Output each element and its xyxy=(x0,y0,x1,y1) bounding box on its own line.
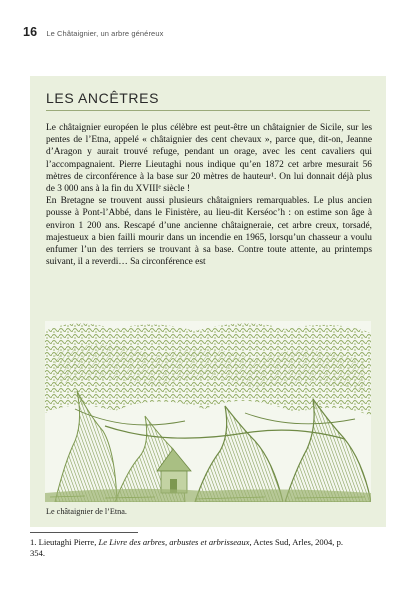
paragraph-bretagne: En Bretagne se trouvent aussi plusieurs châtaigniers remarquables. Le plus ancien pousse à Pont-l’Abbé, dans le Finistère, au lieu-dit Kerséoc’h : on estime son âge à environ 1 200 ans. Rescapé d’une ancienne châtaigneraie, cet arbre creux, torsadé, majestueux a bien failli mourir dans un incendie en 1965, lorsqu’un chasseur a voulu enfumer l’un des terriers se trouvant à sa base. Contre toute attente, au printemps suivant, il a reverdi… Sa circonférence est xyxy=(46,196,372,268)
footnote-divider xyxy=(30,532,138,533)
engraving-illustration xyxy=(45,321,371,502)
title-divider xyxy=(46,110,370,111)
page-number: 16 xyxy=(23,25,38,39)
footnote-book-title: Le Livre des arbres, arbustes et arbrisseaux xyxy=(98,537,250,547)
paragraph-etna: Le châtaignier européen le plus célèbre est peut-être un châtaignier de Sicile, sur les pentes de l’Etna, appelé « châtaignier des cent chevaux », parce que, dit-on, Jeanne d’Aragon y aurait trouvé refuge, pendant un orage, avec les cent cavaliers qui l’accompagnaient. Pierre Lieutaghi nous indique qu’en 1872 cet arbre mesurait 56 mètres de circonférence à la base sur 20 mètres de hauteur¹. On lui donnait déjà plus de 3 000 ans à la fin du XVIIIᵉ siècle ! xyxy=(46,123,372,195)
figure-caption: Le châtaignier de l’Etna. xyxy=(46,507,127,516)
section-title: LES ANCÊTRES xyxy=(46,90,160,106)
body-text xyxy=(46,122,372,268)
running-header xyxy=(23,25,383,41)
footnote-author: Lieutaghi Pierre, xyxy=(38,537,97,547)
sidebar-box xyxy=(30,76,386,527)
running-title: Le Châtaignier, un arbre généreux xyxy=(46,29,164,38)
footnote-number: 1. xyxy=(30,537,37,547)
etna-chestnut-engraving xyxy=(45,321,371,502)
footnote xyxy=(30,537,360,559)
footnote-publication: , Actes Sud, Arles, 2004, p. 354. xyxy=(30,537,344,558)
